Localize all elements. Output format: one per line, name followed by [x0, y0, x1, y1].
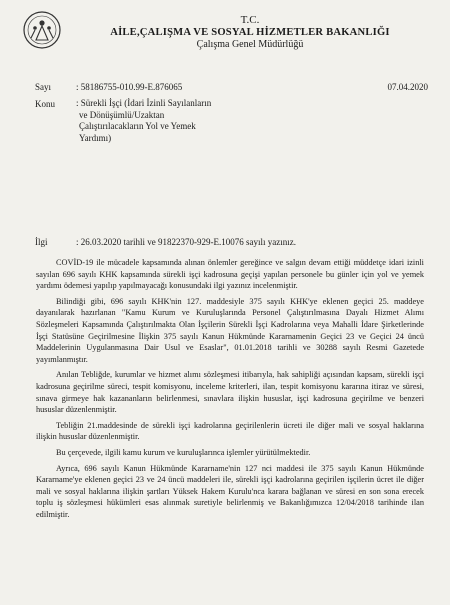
body-paragraph: Bilindiği gibi, 696 sayılı KHK'nin 127. maddesiyle 375 sayılı KHK'ye eklenen geçici 25. maddeye dayanılarak hazırlanan "Kamu Kurum ve Kuruluşlarında Personel Çalıştırılmasına Dayalı Hizmet Alımı Sözleşmeleri Kapsamında Çalıştırılmakta Olan İşçilerin Sürekli İşçi Kadrolarına veya Mahalli İdare Şirketlerinde İşçi Statüsüne Geçirilmesine İlişkin 375 sayılı Kanun Hükmünde Kararnamenin Geçici 23 ve Geçici 24 üncü Maddelerinin Uygulanmasına Dair Usul ve Esaslar", 01.01.2018 tarihli ve 30288 sayılı Resmi Gazetede yayımlanmıştır.	[36, 296, 424, 364]
body-paragraph: Bu çerçevede, ilgili kamu kurum ve kuruluşlarınca işlemler yürütülmektedir.	[56, 447, 311, 457]
ministry-logo	[22, 10, 62, 50]
document-date: 07.04.2020	[387, 82, 428, 92]
konu-value	[76, 98, 212, 144]
directorate-name: Çalışma Genel Müdürlüğü	[196, 39, 304, 50]
ilgi-value: : 26.03.2020 tarihli ve 91822370-929-E.10076 sayılı yazınız.	[76, 237, 296, 247]
konu-line: : Sürekli İşçi (İdari İzinli Sayılanların	[76, 98, 212, 108]
header-tc: T.C.	[240, 14, 260, 26]
konu-line: Çalıştırılacakların Yol ve Yemek	[79, 121, 196, 131]
document-header	[60, 14, 440, 52]
body-paragraph: COVİD-19 ile mücadele kapsamında alınan önlemler gereğince ve salgın devam ettiği müddetçe idari izinli sayılan 696 sayılı KHK kapsamında sürekli işçi kadrosuna geçişi yapılan personele bu günler için yol ve yemek yardımı ödemesi yapılıp yapılmayacağı konusundaki ilgi yazınız incelenmiştir.	[36, 258, 424, 291]
ministry-name: AİLE,ÇALIŞMA VE SOSYAL HİZMETLER BAKANLIĞI	[110, 26, 390, 38]
body-paragraph: Tebliğin 21.maddesinde de sürekli işçi kadrolarına geçirilenlerin ücreti ile diğer mali ve sosyal haklarına ilişkin hususlar düzenlenmiştir.	[36, 420, 424, 442]
konu-line: ve Dönüşümlü/Uzaktan	[79, 109, 165, 120]
body-paragraph: Anılan Tebliğde, kurumlar ve hizmet alımı sözleşmesi itibarıyla, hak sahipliği açısından kapsam, sürekli işçi kadrosuna geçirilme süreci, tespit komisyonu, inceleme kriterleri, ilan, tespit komisyonu kararına itiraz ve süresi, sınava girmeye hak kazananların belirlenmesi, sınavlara ilişkin hususlar, işçi kadrosuna geçirilme ve benzeri hususlar düzenlenmiştir.	[36, 370, 424, 415]
document-body	[36, 257, 424, 524]
ilgi-label: İlgi	[35, 237, 48, 247]
sayi-label: Sayı	[35, 82, 52, 92]
body-paragraph: Ayrıca, 696 sayılı Kanun Hükmünde Kararname'nin 127 nci maddesi ile 375 sayılı Kanun Hükmünde Kararname'ye eklenen geçici 23 ve 24 üncü maddeleri ile, sürekli işçi kadrolarına geçirilen işçilerin ücret ile diğer mali ve sosyal haklarına ilişkin şartları Yüksek Hakem Kurulu'nca karara bağlanan ve süresi en son sona erecek toplu iş sözleşmesi hükümleri esas alınmak suretiyle belirlenmiş ve Bakanlığımızca 12/04/2018 tarihinde ilan edilmiştir.	[36, 463, 424, 519]
konu-label: Konu	[35, 99, 55, 109]
konu-line: Yardımı)	[79, 132, 112, 143]
sayi-value: : 58186755-010.99-E.876065	[76, 82, 183, 92]
